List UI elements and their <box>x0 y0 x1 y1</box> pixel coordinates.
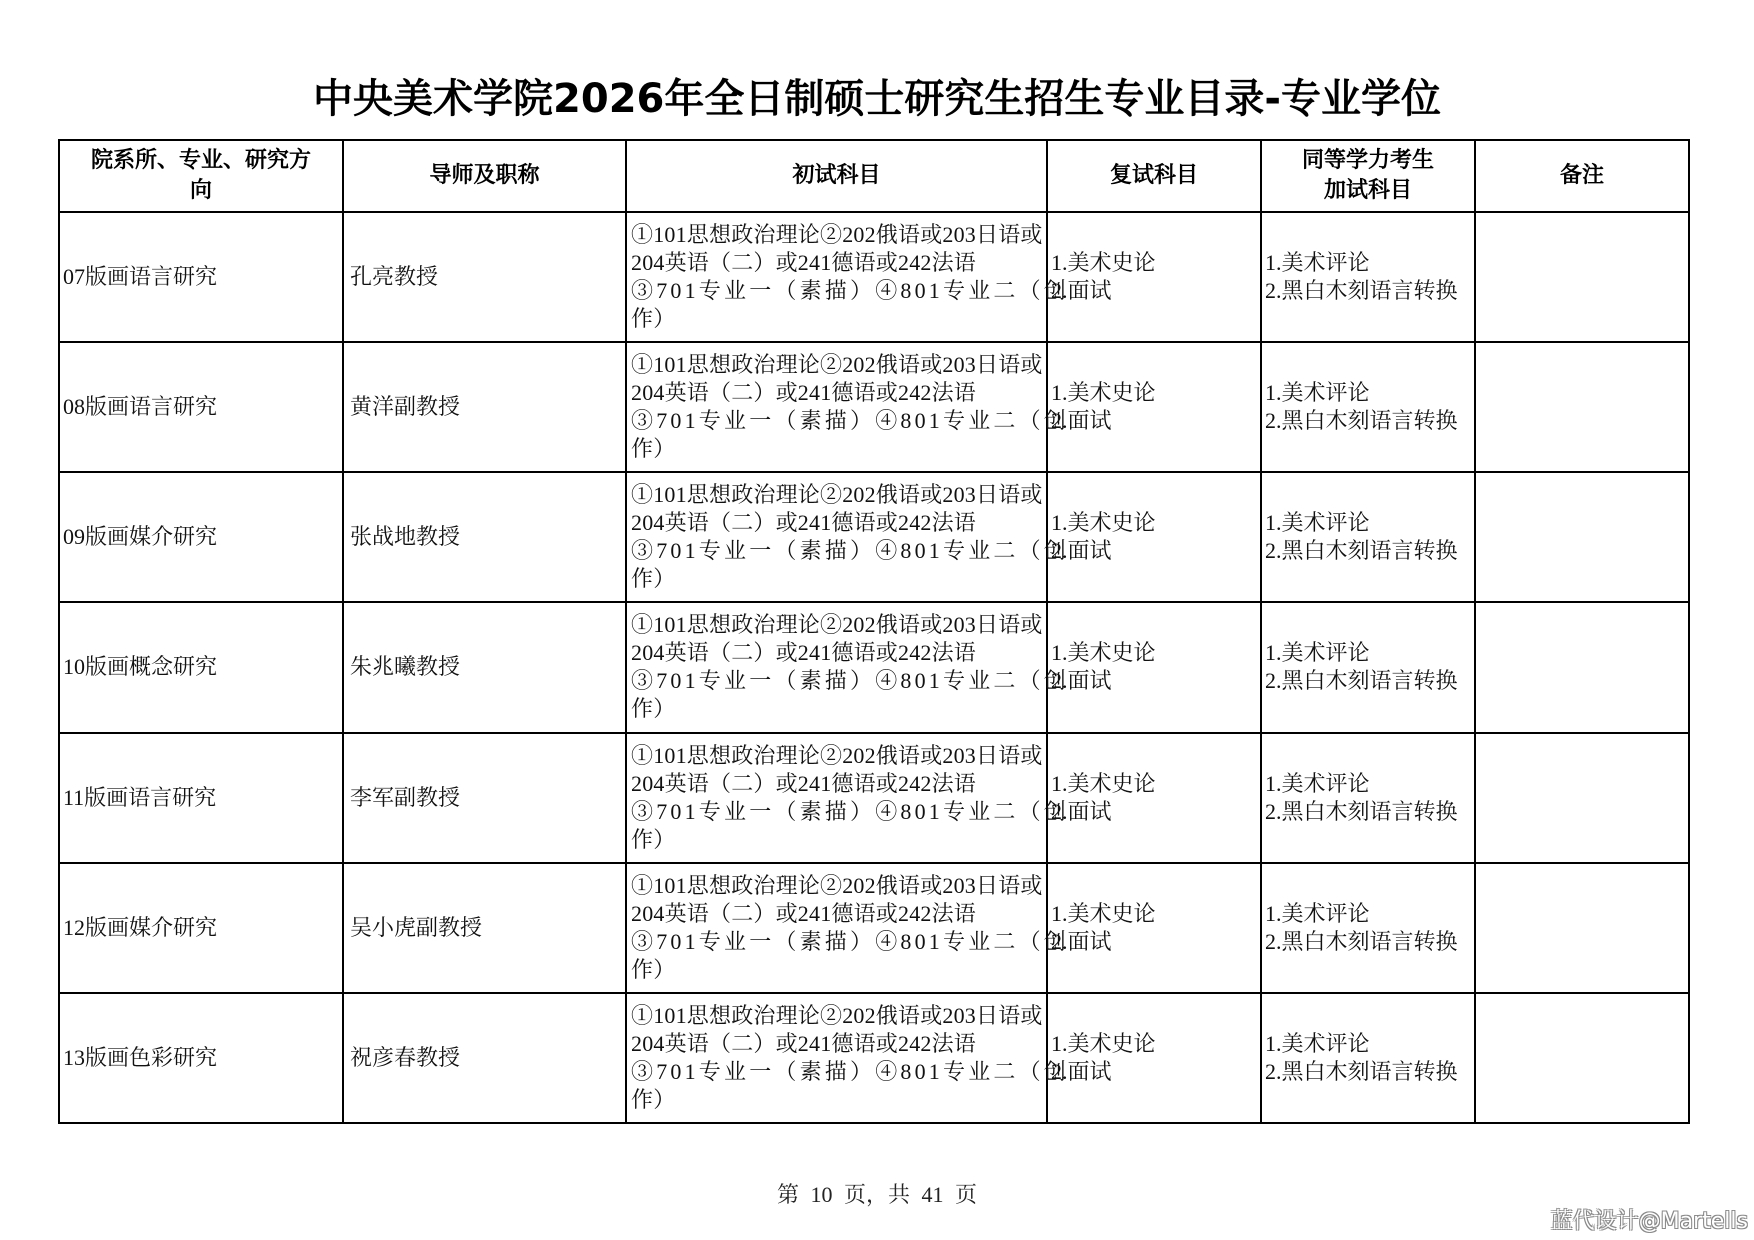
initial-exam-cell <box>626 863 1070 993</box>
header-mentor <box>343 140 626 212</box>
header-label: 备注 <box>1559 163 1604 188</box>
header-label: 加试科目 <box>1323 178 1412 203</box>
initial-exam-text <box>627 1002 1070 1114</box>
exam-line: ①101思想政治理论②202俄语或203日语或 <box>631 222 1043 248</box>
extra-exam-text <box>1262 1030 1474 1086</box>
exam-line: 204英语（二）或241德语或242法语 <box>631 640 977 666</box>
retest-cell <box>1047 212 1261 342</box>
extra-line: 1.美术评论 <box>1265 640 1370 666</box>
retest-line: 1.美术史论 <box>1051 510 1156 536</box>
note-cell <box>1475 342 1689 472</box>
exam-line: 作） <box>631 566 676 592</box>
header-equivalent-extra <box>1261 140 1475 212</box>
initial-exam-cell <box>626 472 1070 602</box>
initial-exam-text <box>627 611 1070 723</box>
retest-line: 1.美术史论 <box>1051 770 1156 796</box>
initial-exam-cell <box>626 212 1070 342</box>
header-initial-exam <box>626 140 1047 212</box>
direction-cell <box>59 602 343 732</box>
retest-line: 1.美术史论 <box>1051 900 1156 926</box>
table-row <box>59 863 1689 993</box>
page-number: 第 10 页，共 41 页 <box>776 1182 977 1207</box>
header-row <box>59 140 1689 212</box>
exam-line: ①101思想政治理论②202俄语或203日语或 <box>631 612 1043 638</box>
exam-line: ③701专业一（素描）④801专业二（创 <box>631 278 1070 304</box>
note-cell <box>1475 863 1689 993</box>
retest-text <box>1048 509 1260 565</box>
header-label: 复试科目 <box>1109 163 1198 188</box>
note-cell <box>1475 733 1689 863</box>
retest-line: 1.美术史论 <box>1051 640 1156 666</box>
extra-exam-cell <box>1261 602 1475 732</box>
initial-exam-text <box>627 872 1070 984</box>
extra-line: 2.黑白木刻语言转换 <box>1265 928 1458 954</box>
initial-exam-text <box>627 742 1070 854</box>
initial-exam-text <box>627 221 1070 333</box>
extra-line: 1.美术评论 <box>1265 770 1370 796</box>
table-row <box>59 212 1689 342</box>
retest-text <box>1048 770 1260 826</box>
retest-cell <box>1047 602 1261 732</box>
exam-line: ③701专业一（素描）④801专业二（创 <box>631 928 1070 954</box>
note-cell <box>1475 993 1689 1123</box>
header-label: 同等学力考生 <box>1301 148 1434 173</box>
extra-exam-text <box>1262 249 1474 305</box>
direction-text: 07版画语言研究 <box>63 264 218 290</box>
retest-cell <box>1047 733 1261 863</box>
retest-cell <box>1047 472 1261 602</box>
mentor-text: 朱兆曦教授 <box>350 654 461 680</box>
mentor-cell <box>343 733 626 863</box>
retest-line: 2.面试 <box>1051 1058 1112 1084</box>
note-cell <box>1475 212 1689 342</box>
retest-text <box>1048 1030 1260 1086</box>
extra-line: 1.美术评论 <box>1265 1030 1370 1056</box>
mentor-text: 吴小虎副教授 <box>350 914 483 940</box>
extra-line: 2.黑白木刻语言转换 <box>1265 538 1458 564</box>
extra-line: 2.黑白木刻语言转换 <box>1265 1058 1458 1084</box>
retest-line: 2.面试 <box>1051 798 1112 824</box>
exam-line: ③701专业一（素描）④801专业二（创 <box>631 1058 1070 1084</box>
extra-line: 2.黑白木刻语言转换 <box>1265 668 1458 694</box>
mentor-cell <box>343 993 626 1123</box>
extra-exam-text <box>1262 770 1474 826</box>
retest-line: 1.美术史论 <box>1051 1030 1156 1056</box>
direction-text: 13版画色彩研究 <box>63 1044 218 1070</box>
note-cell <box>1475 602 1689 732</box>
direction-cell <box>59 733 343 863</box>
retest-line: 2.面试 <box>1051 408 1112 434</box>
direction-text: 08版画语言研究 <box>63 394 218 420</box>
mentor-cell <box>343 472 626 602</box>
exam-line: ①101思想政治理论②202俄语或203日语或 <box>631 872 1043 898</box>
extra-exam-text <box>1262 509 1474 565</box>
exam-line: 作） <box>631 1086 676 1112</box>
exam-line: 作） <box>631 696 676 722</box>
extra-exam-cell <box>1261 863 1475 993</box>
extra-exam-text <box>1262 639 1474 695</box>
retest-text <box>1048 249 1260 305</box>
initial-exam-cell <box>626 733 1070 863</box>
retest-cell <box>1047 342 1261 472</box>
retest-text <box>1048 900 1260 956</box>
header-label: 导师及职称 <box>429 163 540 188</box>
exam-line: ③701专业一（素描）④801专业二（创 <box>631 668 1070 694</box>
direction-cell <box>59 212 343 342</box>
table-row <box>59 342 1689 472</box>
retest-line: 2.面试 <box>1051 668 1112 694</box>
mentor-cell <box>343 863 626 993</box>
exam-line: ③701专业一（素描）④801专业二（创 <box>631 408 1070 434</box>
retest-text <box>1048 379 1260 435</box>
header-retest <box>1047 140 1261 212</box>
table-header <box>59 140 1689 212</box>
extra-line: 2.黑白木刻语言转换 <box>1265 798 1458 824</box>
mentor-text: 祝彦春教授 <box>350 1044 461 1070</box>
retest-cell <box>1047 993 1261 1123</box>
direction-cell <box>59 342 343 472</box>
extra-exam-text <box>1262 379 1474 435</box>
extra-exam-cell <box>1261 342 1475 472</box>
exam-line: ③701专业一（素描）④801专业二（创 <box>631 798 1070 824</box>
extra-exam-cell <box>1261 212 1475 342</box>
retest-line: 1.美术史论 <box>1051 380 1156 406</box>
extra-line: 1.美术评论 <box>1265 900 1370 926</box>
header-direction <box>59 140 343 212</box>
retest-line: 2.面试 <box>1051 928 1112 954</box>
mentor-cell <box>343 212 626 342</box>
exam-line: 204英语（二）或241德语或242法语 <box>631 770 977 796</box>
exam-line: 204英语（二）或241德语或242法语 <box>631 1030 977 1056</box>
extra-exam-cell <box>1261 993 1475 1123</box>
exam-line: 204英语（二）或241德语或242法语 <box>631 510 977 536</box>
exam-line: 作） <box>631 306 676 332</box>
header-label: 初试科目 <box>792 163 881 188</box>
extra-line: 1.美术评论 <box>1265 510 1370 536</box>
exam-line: 204英语（二）或241德语或242法语 <box>631 380 977 406</box>
direction-text: 10版画概念研究 <box>63 654 218 680</box>
extra-exam-text <box>1262 900 1474 956</box>
header-label: 院系所、专业、研究方 <box>90 148 311 173</box>
mentor-text: 李军副教授 <box>350 784 461 810</box>
direction-cell <box>59 472 343 602</box>
retest-line: 2.面试 <box>1051 538 1112 564</box>
initial-exam-cell <box>626 342 1070 472</box>
mentor-text: 黄洋副教授 <box>350 394 461 420</box>
exam-line: 作） <box>631 436 676 462</box>
retest-cell <box>1047 863 1261 993</box>
extra-exam-cell <box>1261 472 1475 602</box>
header-label: 向 <box>189 178 212 203</box>
extra-line: 2.黑白木刻语言转换 <box>1265 278 1458 304</box>
initial-exam-text <box>627 351 1070 463</box>
direction-cell <box>59 993 343 1123</box>
watermark: 蓝代设计@Martells <box>1550 1209 1748 1234</box>
retest-line: 1.美术史论 <box>1051 250 1156 276</box>
exam-line: ①101思想政治理论②202俄语或203日语或 <box>631 352 1043 378</box>
direction-text: 12版画媒介研究 <box>63 914 218 940</box>
direction-text: 09版画媒介研究 <box>63 524 218 550</box>
note-cell <box>1475 472 1689 602</box>
exam-line: ①101思想政治理论②202俄语或203日语或 <box>631 742 1043 768</box>
retest-text <box>1048 639 1260 695</box>
initial-exam-text <box>627 481 1070 593</box>
mentor-text: 孔亮教授 <box>350 264 439 290</box>
exam-line: 204英语（二）或241德语或242法语 <box>631 900 977 926</box>
exam-line: 作） <box>631 826 676 852</box>
exam-line: ①101思想政治理论②202俄语或203日语或 <box>631 482 1043 508</box>
extra-line: 2.黑白木刻语言转换 <box>1265 408 1458 434</box>
table-row <box>59 733 1689 863</box>
extra-line: 1.美术评论 <box>1265 250 1370 276</box>
exam-line: ③701专业一（素描）④801专业二（创 <box>631 538 1070 564</box>
exam-line: 204英语（二）或241德语或242法语 <box>631 250 977 276</box>
direction-text: 11版画语言研究 <box>63 784 217 810</box>
initial-exam-cell <box>626 993 1070 1123</box>
retest-line: 2.面试 <box>1051 278 1112 304</box>
extra-exam-cell <box>1261 733 1475 863</box>
header-note <box>1475 140 1689 212</box>
page-title: 中央美术学院2026年全日制硕士研究生招生专业目录-专业学位 <box>313 76 1441 122</box>
table-body <box>59 212 1689 1123</box>
mentor-cell <box>343 602 626 732</box>
initial-exam-cell <box>626 602 1070 732</box>
exam-line: 作） <box>631 956 676 982</box>
exam-line: ①101思想政治理论②202俄语或203日语或 <box>631 1002 1043 1028</box>
direction-cell <box>59 863 343 993</box>
program-catalog-table <box>58 139 1690 1124</box>
mentor-text: 张战地教授 <box>350 524 461 550</box>
table-row <box>59 993 1689 1123</box>
extra-line: 1.美术评论 <box>1265 380 1370 406</box>
mentor-cell <box>343 342 626 472</box>
table-row <box>59 472 1689 602</box>
table-row <box>59 602 1689 732</box>
